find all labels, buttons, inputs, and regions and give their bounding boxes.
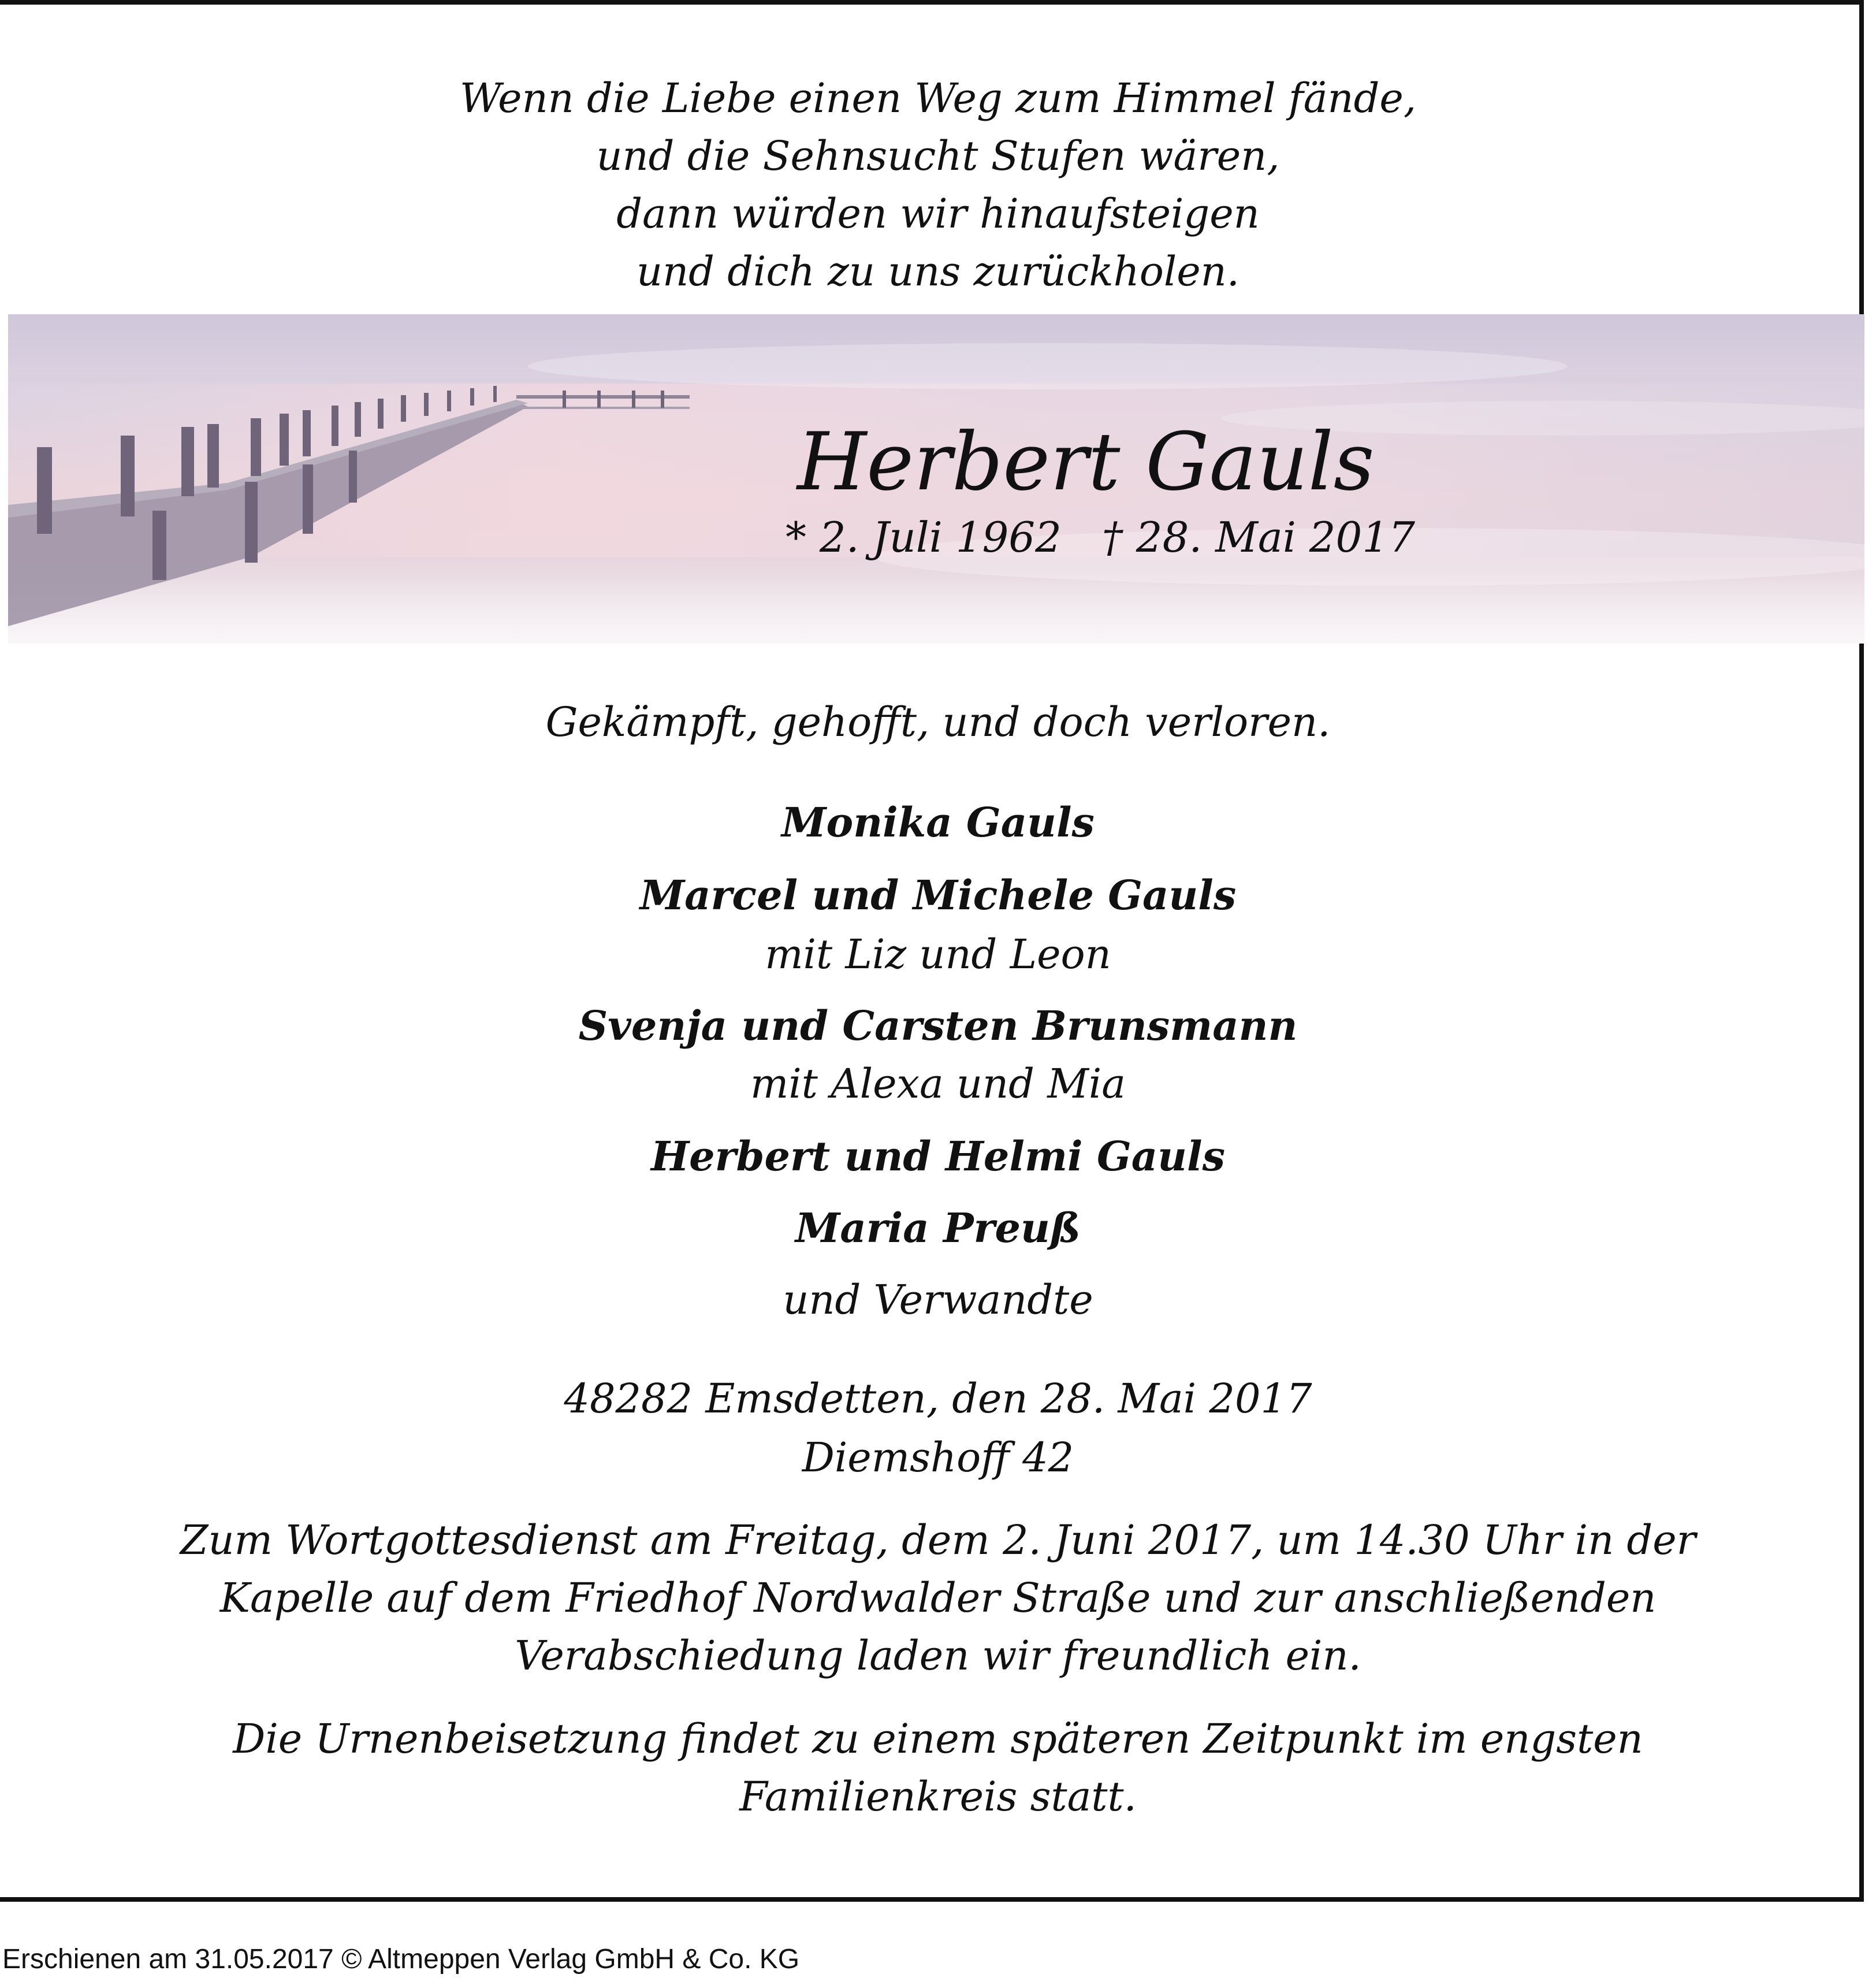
address-line: Diemshoff 42 — [802, 1434, 1074, 1481]
burial-notice — [0, 1710, 1876, 1825]
motto: Gekämpft, gehofft, und doch verloren. — [545, 698, 1331, 746]
poem-line: und dich zu uns zurückholen. — [636, 248, 1240, 295]
mourner-name: Herbert und Helmi Gauls — [650, 1132, 1226, 1180]
poem — [0, 69, 1876, 300]
burial-line: Die Urnenbeisetzung findet zu einem späteren Zeitpunkt im engsten — [233, 1715, 1643, 1763]
mourner-name: Marcel und Michele Gauls — [639, 871, 1237, 919]
mourner-name: Monika Gauls — [781, 798, 1095, 846]
service-line: Kapelle auf dem Friedhof Nordwalder Straße und zur anschließenden — [219, 1574, 1657, 1622]
mourner-name: Maria Preuß — [795, 1204, 1081, 1252]
service-line: Zum Wortgottesdienst am Freitag, dem 2. Juni 2017, um 14.30 Uhr in der — [180, 1516, 1696, 1564]
birth-date: * 2. Juli 1962 — [786, 513, 1062, 562]
poem-line: und die Sehnsucht Stufen wären, — [596, 132, 1280, 180]
service-notice — [0, 1511, 1876, 1685]
publication-footer: Erschienen am 31.05.2017 © Altmeppen Verlag GmbH & Co. KG — [2, 1944, 800, 1975]
death-date: † 28. Mai 2017 — [1101, 513, 1415, 562]
place-and-date — [0, 1369, 1876, 1487]
service-line: Verabschiedung laden wir freundlich ein. — [515, 1632, 1361, 1679]
place-date-line: 48282 Emsdetten, den 28. Mai 2017 — [564, 1375, 1312, 1422]
burial-line: Familienkreis statt. — [739, 1773, 1137, 1820]
relatives-line: und Verwandte — [783, 1276, 1093, 1323]
deceased-name: Herbert Gauls — [797, 415, 1375, 508]
poem-line: dann würden wir hinaufsteigen — [616, 190, 1260, 237]
mourner-children: mit Alexa und Mia — [750, 1060, 1126, 1107]
mourner-children: mit Liz und Leon — [765, 931, 1111, 978]
poem-line: Wenn die Liebe einen Weg zum Himmel fände, — [459, 75, 1417, 122]
life-dates — [786, 508, 1415, 566]
mourner-name: Svenja und Carsten Brunsmann — [578, 1002, 1298, 1050]
